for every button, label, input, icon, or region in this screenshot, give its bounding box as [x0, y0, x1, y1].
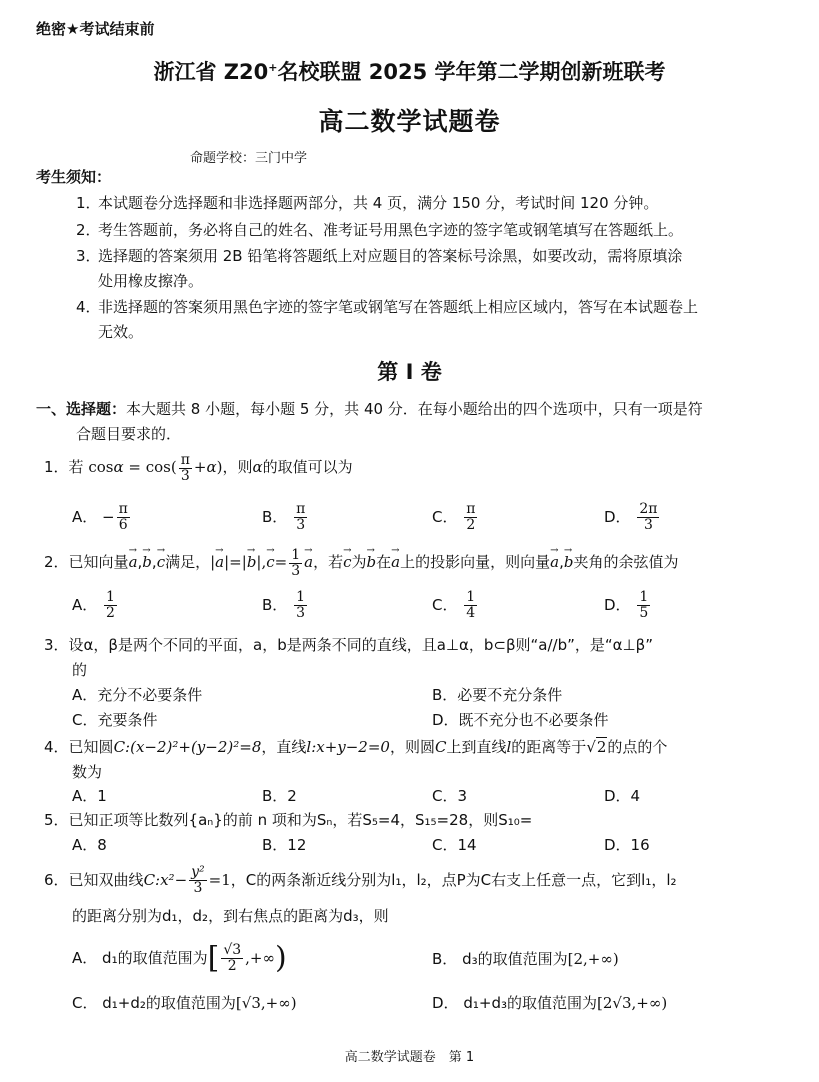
exam-title-a: 浙江省 Z20: [153, 60, 269, 84]
notice-item: [76, 192, 658, 213]
notice-num: 3．: [76, 247, 101, 265]
option-label: C．: [432, 596, 458, 614]
q4-sqrt: 2: [596, 738, 607, 756]
frac-num: 1: [639, 589, 649, 605]
q6-option-b: [432, 942, 619, 976]
frac-num: π: [296, 501, 306, 517]
notice-num: 1．: [76, 194, 101, 212]
q4-option-b: B．2: [262, 787, 297, 805]
q4-text: 的点的个: [607, 738, 668, 756]
notice-cont: 无效。: [98, 323, 144, 341]
q4-text: ，则圆: [389, 738, 435, 756]
frac-num: 2π: [639, 501, 658, 517]
frac-den: 3: [296, 605, 305, 621]
question-5: [44, 809, 532, 830]
frac-den: 4: [466, 605, 476, 621]
q2-text: 满足，: [165, 553, 211, 571]
q6-opt-range: [2√3,+∞): [596, 994, 668, 1012]
section-text: 本大题共 8 小题，每小题 5 分，共 40 分．在每小题给出的四个选项中，只有一项是符: [126, 400, 703, 418]
option-label: A．: [72, 508, 98, 526]
q2-option-b: [262, 588, 309, 622]
frac-den: 6: [118, 517, 128, 533]
q6-text: 已知双曲线: [68, 871, 144, 889]
notice-cont: 处用橡皮擦净。: [98, 272, 204, 290]
frac-num: π: [466, 501, 476, 517]
q-num: 5．: [44, 811, 69, 829]
frac-den: 3: [193, 880, 203, 896]
q6-text: ，C的两条渐近线分别为l₁，l₂，点P为C右支上任意一点，它到l₁，l₂: [230, 871, 677, 889]
notice-item: [76, 245, 682, 266]
q4-option-c: C．3: [432, 787, 468, 805]
frac-den: 2: [227, 958, 237, 974]
q6-eq: C:x²−: [143, 871, 188, 889]
q3-option-c: C．充要条件: [72, 711, 158, 729]
question-2: 2．已知向量→ a,→ b,→ c满足，|→ a|=|→ b|,→ c= $\frac{1}{3}$ → a，若→ c为→ b在→ a上的投影向量，则向量→ a,→ b夹角的余弦值为: [44, 545, 679, 579]
q3-line1: 设α，β是两个不同的平面，a，b是两条不同的直线，且a⊥α，b⊂β则“a//b”，是“α⊥β”: [68, 636, 653, 654]
frac-num: 1: [296, 589, 305, 605]
q1-option-a: [72, 500, 132, 534]
q-num: 4．: [44, 738, 69, 756]
q2-text: 为: [351, 553, 367, 571]
option-label: B．: [262, 508, 288, 526]
notice-item: [76, 296, 698, 317]
q6-opt-range: ,+∞: [245, 949, 275, 967]
q1-pre: 若: [68, 458, 84, 476]
q4-text: l: [506, 738, 512, 756]
q-num: 3．: [44, 636, 69, 654]
q5-option-a: A．8: [72, 836, 107, 854]
exam-title: [0, 56, 819, 86]
frac-den: 2: [466, 517, 476, 533]
option-label: A．: [72, 949, 98, 967]
frac-num: 1: [466, 589, 476, 605]
q-num: 6．: [44, 871, 69, 889]
q6-opt-range: [2,+∞): [567, 950, 619, 968]
frac-den: 2: [106, 605, 115, 621]
option-label: A．: [72, 596, 98, 614]
q4-line-eq: l:x+y−2=0: [306, 738, 390, 756]
notice-text: 本试题卷分选择题和非选择题两部分，共 4 页，满分 150 分，考试时间 120 分钟。: [98, 194, 659, 212]
notice-heading: 考生须知：: [36, 168, 112, 186]
q4-text: C: [434, 738, 447, 756]
exam-title-b: 名校联盟 2025 学年第二学期创新班联考: [277, 60, 666, 84]
notice-text: 选择题的答案须用 2B 铅笔将答题纸上对应题目的答案标号涂黑，如要改动，需将原填涂: [98, 247, 683, 265]
q3-option-b: B．必要不充分条件: [432, 686, 563, 704]
exam-title-sup: +: [268, 61, 278, 74]
notice-num: 2．: [76, 221, 101, 239]
q1-option-c: [432, 500, 479, 534]
q4-text: 已知圆: [68, 738, 114, 756]
q1-equation: cosα = cos( $\frac{\pi}{3}$ +α): [88, 451, 223, 484]
q2-text: 在: [376, 553, 392, 571]
q4-option-a: A．1: [72, 787, 107, 805]
notice-text: 非选择题的答案须用黑色字迹的签字笔或钢笔写在答题纸上相应区域内，答写在本试题卷上: [98, 298, 699, 316]
q4-line2: 数为: [72, 763, 103, 781]
q5-text: 已知正项等比数列{aₙ}的前 n 项和为Sₙ，若S₅=4，S₁₅=28，则S₁₀=: [68, 811, 533, 829]
q6-option-d: [432, 986, 667, 1020]
question-1: [44, 450, 353, 484]
option-label: D．: [604, 508, 631, 526]
q6-opt-text: d₁+d₃的取值范围为: [463, 994, 597, 1012]
q5-option-c: C．14: [432, 836, 477, 854]
q6-opt-range: [√3,+∞): [235, 994, 297, 1012]
option-label: C．: [432, 508, 458, 526]
q6-option-c: [72, 986, 297, 1020]
option-label: B．: [262, 596, 288, 614]
q2-text: 已知向量: [68, 553, 129, 571]
q5-option-d: D．16: [604, 836, 650, 854]
question-3: [44, 634, 653, 655]
neg-sign: −: [102, 508, 115, 526]
section-cont: 合题目要求的．: [76, 425, 182, 443]
frac-den: 3: [296, 517, 306, 533]
q4-option-d: D．4: [604, 787, 641, 805]
section-label: 一、选择题：: [36, 400, 127, 418]
q3-line2: 的: [72, 661, 88, 679]
q2-option-c: [432, 588, 479, 622]
setter-school: 命题学校：三门中学: [190, 151, 308, 166]
question-4: 4．已知圆C:(x−2)²+(y−2)²=8，直线l:x+y−2=0，则圆C上到直线l的距离等于√2的点的个: [44, 738, 668, 756]
page-footer: 高二数学试题卷 第 1: [344, 1050, 475, 1065]
confidential-label: 绝密★考试结束前: [36, 20, 155, 38]
q2-text: ，若: [313, 553, 344, 571]
q-num: 1．: [44, 458, 69, 476]
q6-line2: 的距离分别为d₁，d₂，到右焦点的距离为d₃，则: [72, 907, 389, 925]
option-label: C．: [72, 994, 98, 1012]
exam-subtitle: 高二数学试题卷: [318, 107, 501, 136]
q6-opt-text: d₁+d₂的取值范围为: [102, 994, 236, 1012]
part-heading: 第 I 卷: [377, 360, 442, 384]
notice-text: 考生答题前，务必将自己的姓名、准考证号用黑色字迹的签字笔或钢笔填写在答题纸上。: [98, 221, 684, 239]
q3-option-a: A．充分不必要条件: [72, 686, 203, 704]
notice-num: 4．: [76, 298, 101, 316]
q4-text: 上到直线: [446, 738, 507, 756]
question-6: [44, 863, 677, 897]
q1-mid: ，则: [222, 458, 253, 476]
q1-option-b: [262, 500, 309, 534]
q6-opt-text: d₁的取值范围为: [102, 949, 208, 967]
q-num: 2．: [44, 553, 69, 571]
q6-opt-text: d₃的取值范围为: [462, 950, 568, 968]
frac-num: √3: [223, 942, 242, 958]
q2-option-a: [72, 588, 119, 622]
frac-num: 1: [106, 589, 115, 605]
q5-option-b: B．12: [262, 836, 307, 854]
frac-den: 5: [639, 605, 649, 621]
q4-circle-eq: C:(x−2)²+(y−2)²=8: [113, 738, 262, 756]
option-label: B．: [432, 950, 458, 968]
q1-post: 的取值可以为: [262, 458, 353, 476]
notice-item: [76, 219, 683, 240]
frac-num: π: [118, 501, 128, 517]
section-heading: [36, 398, 703, 419]
q4-text: ，直线: [261, 738, 307, 756]
q2-text: 夹角的余弦值为: [573, 553, 679, 571]
q2-text: 上的投影向量，则向量: [400, 553, 551, 571]
q6-option-a: A． d₁的取值范围为[ $\frac{√3}{2}$ ,+∞): [72, 940, 287, 976]
q6-eq: =1: [208, 871, 231, 889]
frac-den: 3: [643, 517, 653, 533]
frac-num: y²: [191, 864, 205, 880]
q2-option-d: [604, 588, 652, 622]
q1-alpha: α: [252, 458, 263, 476]
q1-option-d: [604, 500, 661, 534]
option-label: D．: [432, 994, 459, 1012]
q3-option-d: D．既不充分也不必要条件: [432, 711, 609, 729]
q4-text: 的距离等于: [511, 738, 587, 756]
option-label: D．: [604, 596, 631, 614]
